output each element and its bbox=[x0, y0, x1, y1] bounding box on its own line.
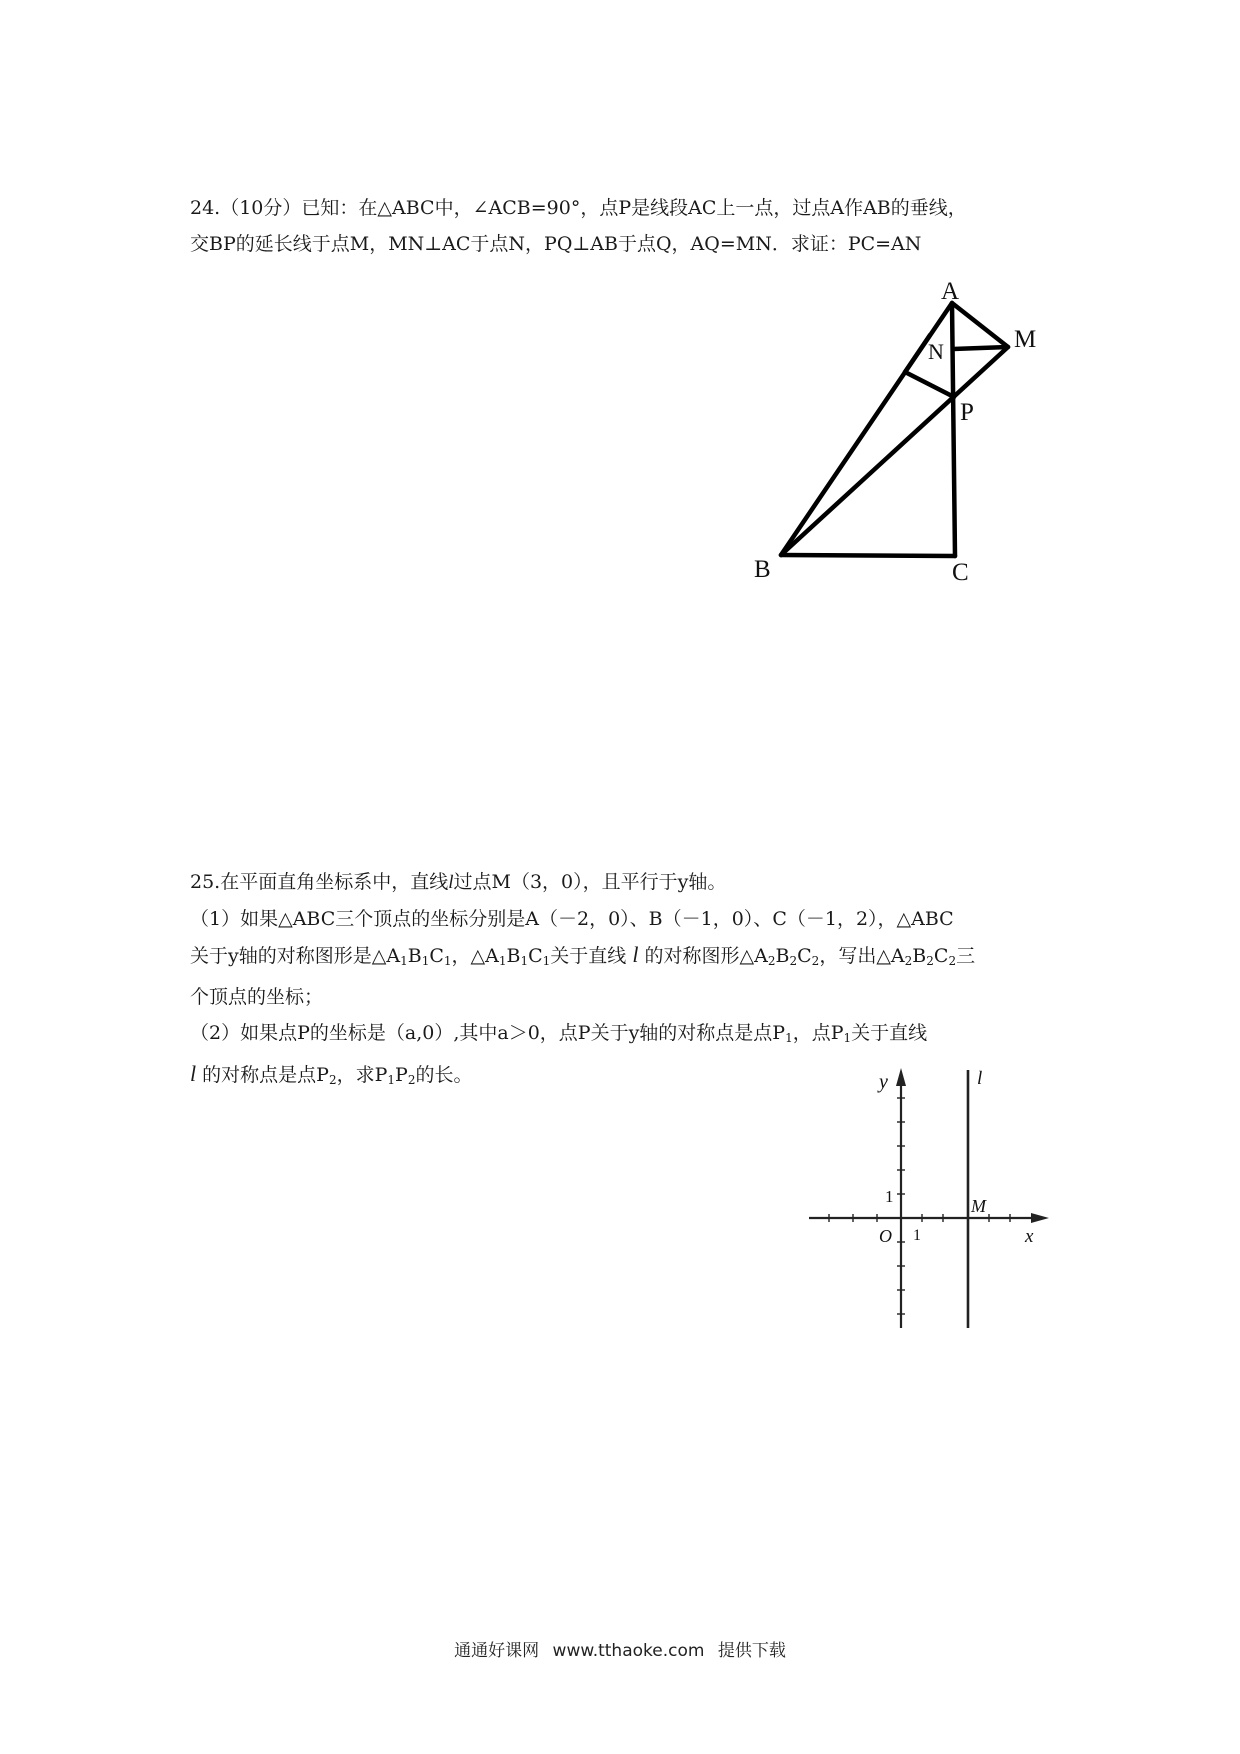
footer bbox=[0, 1636, 1240, 1661]
line-l-symbol: l bbox=[632, 942, 639, 967]
tick-label-x-1: 1 bbox=[913, 1227, 921, 1244]
question-24 bbox=[190, 190, 1060, 262]
footer-site-name: 通通好课网 bbox=[454, 1641, 540, 1661]
line-l-symbol: l bbox=[448, 872, 454, 893]
question-25 bbox=[190, 864, 1060, 1098]
y-axis-arrow bbox=[896, 1068, 906, 1086]
q24-geometry-figure bbox=[740, 275, 1040, 585]
segment-am bbox=[952, 303, 1008, 347]
q25-part-1-line-2: 关于y轴的对称图形是$\triangle A_1B_1C_1$，$\triangle A_1B_1C_1$关于直线 l 的对称图形$\triangle A_2B_2C_2$，写出$\triangle A_2B_2C_2$三 bbox=[190, 942, 976, 968]
label-m: M bbox=[1014, 326, 1037, 353]
axis-label-x: x bbox=[1025, 1226, 1034, 1247]
axis-label-y: y bbox=[879, 1071, 888, 1093]
label-b: B bbox=[754, 556, 771, 583]
segment-mn bbox=[953, 347, 1008, 349]
label-n: N bbox=[928, 339, 944, 364]
segment-nq bbox=[905, 335, 930, 372]
point-label-m: M bbox=[971, 1196, 986, 1216]
q24-line-1: 24.（10分）已知：在△ABC中，∠ACB=90°，点P是线段AC上一点，过点A作AB的垂线， bbox=[190, 197, 967, 219]
q25-part-1-line-3: 个顶点的坐标； bbox=[190, 986, 324, 1008]
axis-label-l: l bbox=[977, 1068, 983, 1089]
q25-coordinate-figure bbox=[805, 1066, 1055, 1336]
q25-part-2-line-2: l 的对称点是点$P_2$，求$P_1P_2$的长。 bbox=[190, 1061, 473, 1087]
q24-line-2: 交BP的延长线于点M，MN⊥AC于点N，PQ⊥AB于点Q，AQ=MN．求证：PC=AN bbox=[190, 233, 922, 255]
tick-label-y-1: 1 bbox=[885, 1187, 894, 1206]
q25-part-2-line-1: （2）如果点P的坐标是（a,0）,其中a＞0，点P关于y轴的对称点是点$P_1$，点$P_1$关于直线 bbox=[190, 1022, 928, 1045]
label-c: C bbox=[952, 559, 969, 585]
line-l-symbol: l bbox=[190, 1061, 197, 1086]
label-p: P bbox=[960, 399, 974, 426]
q25-line-1: 25.在平面直角坐标系中，直线l过点M（3，0），且平行于y轴。 bbox=[190, 871, 727, 893]
footer-url: www.tthaoke.com bbox=[552, 1641, 705, 1661]
footer-suffix: 提供下载 bbox=[717, 1641, 786, 1661]
q25-part-1-line-1: （1）如果△ABC三个顶点的坐标分别是A（－2，0）、B（－1，0）、C（－1，2），△ABC bbox=[190, 908, 954, 930]
label-a: A bbox=[941, 278, 960, 305]
x-axis-arrow bbox=[1031, 1213, 1049, 1223]
segment-bc bbox=[781, 555, 955, 556]
segment-bm bbox=[781, 347, 1008, 555]
segment-pq bbox=[905, 372, 954, 397]
segment-ac bbox=[952, 303, 955, 556]
origin-label: O bbox=[879, 1226, 892, 1246]
